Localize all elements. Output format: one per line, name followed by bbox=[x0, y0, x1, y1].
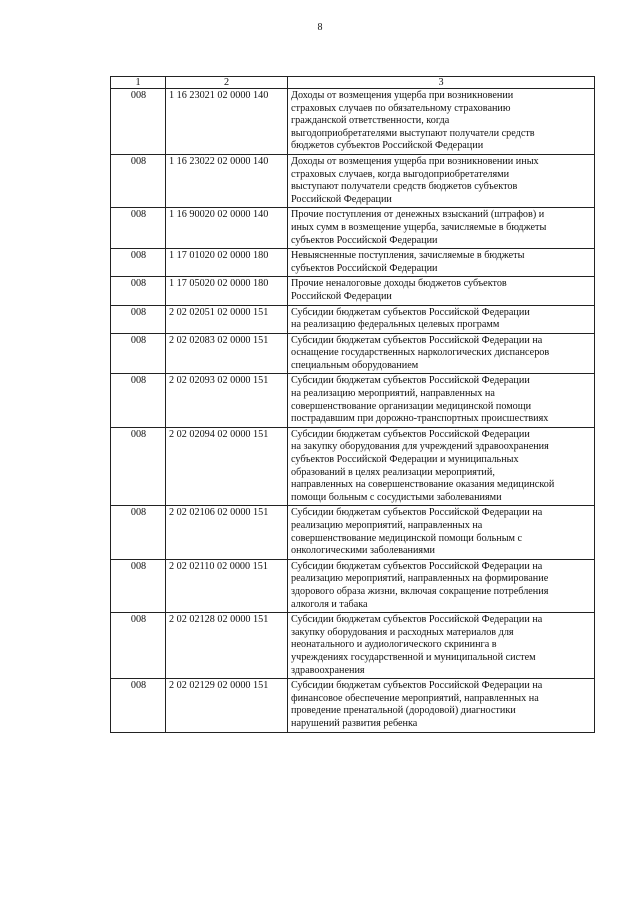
revenue-name-line: проведение пренатальной (дородовой) диагностики bbox=[291, 705, 516, 717]
revenue-code-cell: 2 02 02128 02 0000 151 bbox=[166, 613, 288, 679]
revenue-name-line: Доходы от возмещения ущерба при возникновении иных bbox=[291, 155, 539, 167]
revenue-name-line: закупку оборудования и расходных материалов для bbox=[291, 626, 514, 638]
admin-code-cell: 008 bbox=[111, 506, 166, 559]
revenue-name-line: на реализацию федеральных целевых программ bbox=[291, 319, 500, 331]
table-row bbox=[111, 613, 595, 679]
admin-code-cell: 008 bbox=[111, 679, 166, 732]
revenue-name-line: нарушений развития ребенка bbox=[291, 717, 418, 729]
revenue-code-cell: 2 02 02094 02 0000 151 bbox=[166, 427, 288, 506]
revenue-code-cell: 2 02 02110 02 0000 151 bbox=[166, 559, 288, 612]
table-row bbox=[111, 277, 595, 305]
revenue-name-cell bbox=[288, 559, 595, 612]
table-body bbox=[111, 89, 595, 733]
table-row bbox=[111, 679, 595, 732]
admin-code-cell: 008 bbox=[111, 559, 166, 612]
table-row bbox=[111, 374, 595, 427]
revenue-name-cell bbox=[288, 305, 595, 333]
revenue-name-line: Субсидии бюджетам субъектов Российской Федерации bbox=[291, 428, 530, 440]
revenue-name-line: иных сумм в возмещение ущерба, зачисляемые в бюджеты bbox=[291, 221, 547, 233]
table-row bbox=[111, 89, 595, 155]
admin-code-cell: 008 bbox=[111, 427, 166, 506]
table-header-row bbox=[111, 77, 595, 89]
revenue-name-line: учреждениях государственной и муниципальной систем bbox=[291, 651, 536, 663]
revenue-name-line: финансовое обеспечение мероприятий, направленных на bbox=[291, 692, 539, 704]
revenue-name-line: Субсидии бюджетам субъектов Российской Федерации bbox=[291, 306, 530, 318]
revenue-name-line: алкоголя и табака bbox=[291, 598, 368, 610]
budget-revenue-table bbox=[110, 76, 595, 733]
revenue-code-cell: 2 02 02051 02 0000 151 bbox=[166, 305, 288, 333]
revenue-code-cell: 2 02 02083 02 0000 151 bbox=[166, 333, 288, 374]
table-row bbox=[111, 208, 595, 249]
revenue-name-line: совершенствование организации медицинской помощи bbox=[291, 400, 532, 412]
revenue-name-line: здорового образа жизни, включая сокращение потребления bbox=[291, 585, 549, 597]
table-row bbox=[111, 506, 595, 559]
revenue-name-line: реализацию мероприятий, направленных на bbox=[291, 520, 483, 531]
page-number: 8 bbox=[317, 22, 323, 33]
revenue-name-cell bbox=[288, 277, 595, 305]
revenue-name-line: Субсидии бюджетам субъектов Российской Федерации на bbox=[291, 680, 543, 692]
revenue-name-line: здравоохранения bbox=[291, 664, 365, 676]
revenue-name-cell bbox=[288, 249, 595, 277]
revenue-name-line: выгодоприобретателями выступают получатели средств bbox=[291, 127, 535, 139]
revenue-name-line: Субсидии бюджетам субъектов Российской Федерации на bbox=[291, 560, 543, 572]
table-row bbox=[111, 559, 595, 612]
column-header-3: 3 bbox=[288, 77, 595, 89]
revenue-name-line: Прочие неналоговые доходы бюджетов субъектов bbox=[291, 278, 507, 290]
revenue-name-line: неонатального и аудиологического скрининга в bbox=[291, 639, 497, 651]
revenue-name-line: субъектов Российской Федерации и муниципальных bbox=[291, 454, 519, 466]
revenue-code-cell: 1 16 23022 02 0000 140 bbox=[166, 154, 288, 207]
table-row bbox=[111, 333, 595, 374]
revenue-name-line: выступают получатели средств бюджетов субъектов bbox=[291, 181, 518, 193]
revenue-name-line: на реализацию мероприятий, направленных на bbox=[291, 388, 495, 400]
revenue-name-line: специальным оборудованием bbox=[291, 359, 419, 371]
table-row bbox=[111, 305, 595, 333]
admin-code-cell: 008 bbox=[111, 333, 166, 374]
revenue-name-line: страховых случаев по обязательному страхованию bbox=[291, 102, 511, 114]
revenue-code-cell: 2 02 02129 02 0000 151 bbox=[166, 679, 288, 732]
revenue-name-line: Невыясненные поступления, зачисляемые в бюджеты bbox=[291, 250, 525, 262]
revenue-name-line: Прочие поступления от денежных взысканий (штрафов) и bbox=[291, 209, 545, 221]
revenue-name-line: Субсидии бюджетам субъектов Российской Федерации на bbox=[291, 614, 543, 626]
revenue-name-line: Доходы от возмещения ущерба при возникновении bbox=[291, 90, 514, 101]
revenue-code-cell: 1 16 90020 02 0000 140 bbox=[166, 208, 288, 249]
admin-code-cell: 008 bbox=[111, 613, 166, 679]
revenue-name-line: на закупку оборудования для учреждений здравоохранения bbox=[291, 441, 549, 453]
admin-code-cell: 008 bbox=[111, 89, 166, 155]
revenue-name-cell bbox=[288, 333, 595, 374]
revenue-name-cell bbox=[288, 89, 595, 155]
column-header-2: 2 bbox=[166, 77, 288, 89]
admin-code-cell: 008 bbox=[111, 208, 166, 249]
revenue-name-line: помощи больным с сосудистыми заболеваниями bbox=[291, 491, 502, 503]
revenue-name-line: направленных на совершенствование оказания медицинской bbox=[291, 479, 555, 491]
revenue-code-cell: 1 17 05020 02 0000 180 bbox=[166, 277, 288, 305]
revenue-code-cell: 1 17 01020 02 0000 180 bbox=[166, 249, 288, 277]
revenue-code-cell: 2 02 02106 02 0000 151 bbox=[166, 506, 288, 559]
revenue-name-cell bbox=[288, 679, 595, 732]
table-row bbox=[111, 154, 595, 207]
revenue-name-line: Российской Федерации bbox=[291, 193, 392, 205]
revenue-code-cell: 2 02 02093 02 0000 151 bbox=[166, 374, 288, 427]
revenue-name-line: субъектов Российской Федерации bbox=[291, 234, 438, 246]
revenue-name-cell bbox=[288, 154, 595, 207]
revenue-name-cell bbox=[288, 374, 595, 427]
admin-code-cell: 008 bbox=[111, 277, 166, 305]
table-row bbox=[111, 249, 595, 277]
revenue-name-cell bbox=[288, 613, 595, 679]
table-row bbox=[111, 427, 595, 506]
admin-code-cell: 008 bbox=[111, 374, 166, 427]
revenue-name-cell bbox=[288, 208, 595, 249]
revenue-name-cell bbox=[288, 427, 595, 506]
admin-code-cell: 008 bbox=[111, 154, 166, 207]
revenue-name-line: Субсидии бюджетам субъектов Российской Федерации на bbox=[291, 334, 543, 346]
revenue-name-line: пострадавшим при дорожно-транспортных происшествиях bbox=[291, 413, 549, 425]
column-header-1: 1 bbox=[111, 77, 166, 89]
revenue-name-line: Субсидии бюджетам субъектов Российской Федерации на bbox=[291, 507, 543, 519]
revenue-name-line: оснащение государственных наркологических диспансеров bbox=[291, 347, 550, 359]
revenue-name-line: образований в целях реализации мероприятий, bbox=[291, 466, 495, 478]
revenue-name-line: субъектов Российской Федерации bbox=[291, 262, 438, 274]
admin-code-cell: 008 bbox=[111, 305, 166, 333]
revenue-name-line: реализацию мероприятий, направленных на формирование bbox=[291, 573, 549, 585]
revenue-name-line: гражданской ответственности, когда bbox=[291, 115, 450, 127]
revenue-name-line: Субсидии бюджетам субъектов Российской Федерации bbox=[291, 375, 530, 387]
revenue-name-line: страховых случаев, когда выгодоприобретателями bbox=[291, 168, 510, 180]
revenue-name-cell bbox=[288, 506, 595, 559]
revenue-name-line: онкологическими заболеваниями bbox=[291, 545, 435, 557]
revenue-name-line: совершенствование медицинской помощи больным с bbox=[291, 532, 523, 544]
revenue-name-line: Российской Федерации bbox=[291, 290, 392, 302]
revenue-code-cell: 1 16 23021 02 0000 140 bbox=[166, 89, 288, 155]
admin-code-cell: 008 bbox=[111, 249, 166, 277]
revenue-name-line: бюджетов субъектов Российской Федерации bbox=[291, 140, 484, 152]
